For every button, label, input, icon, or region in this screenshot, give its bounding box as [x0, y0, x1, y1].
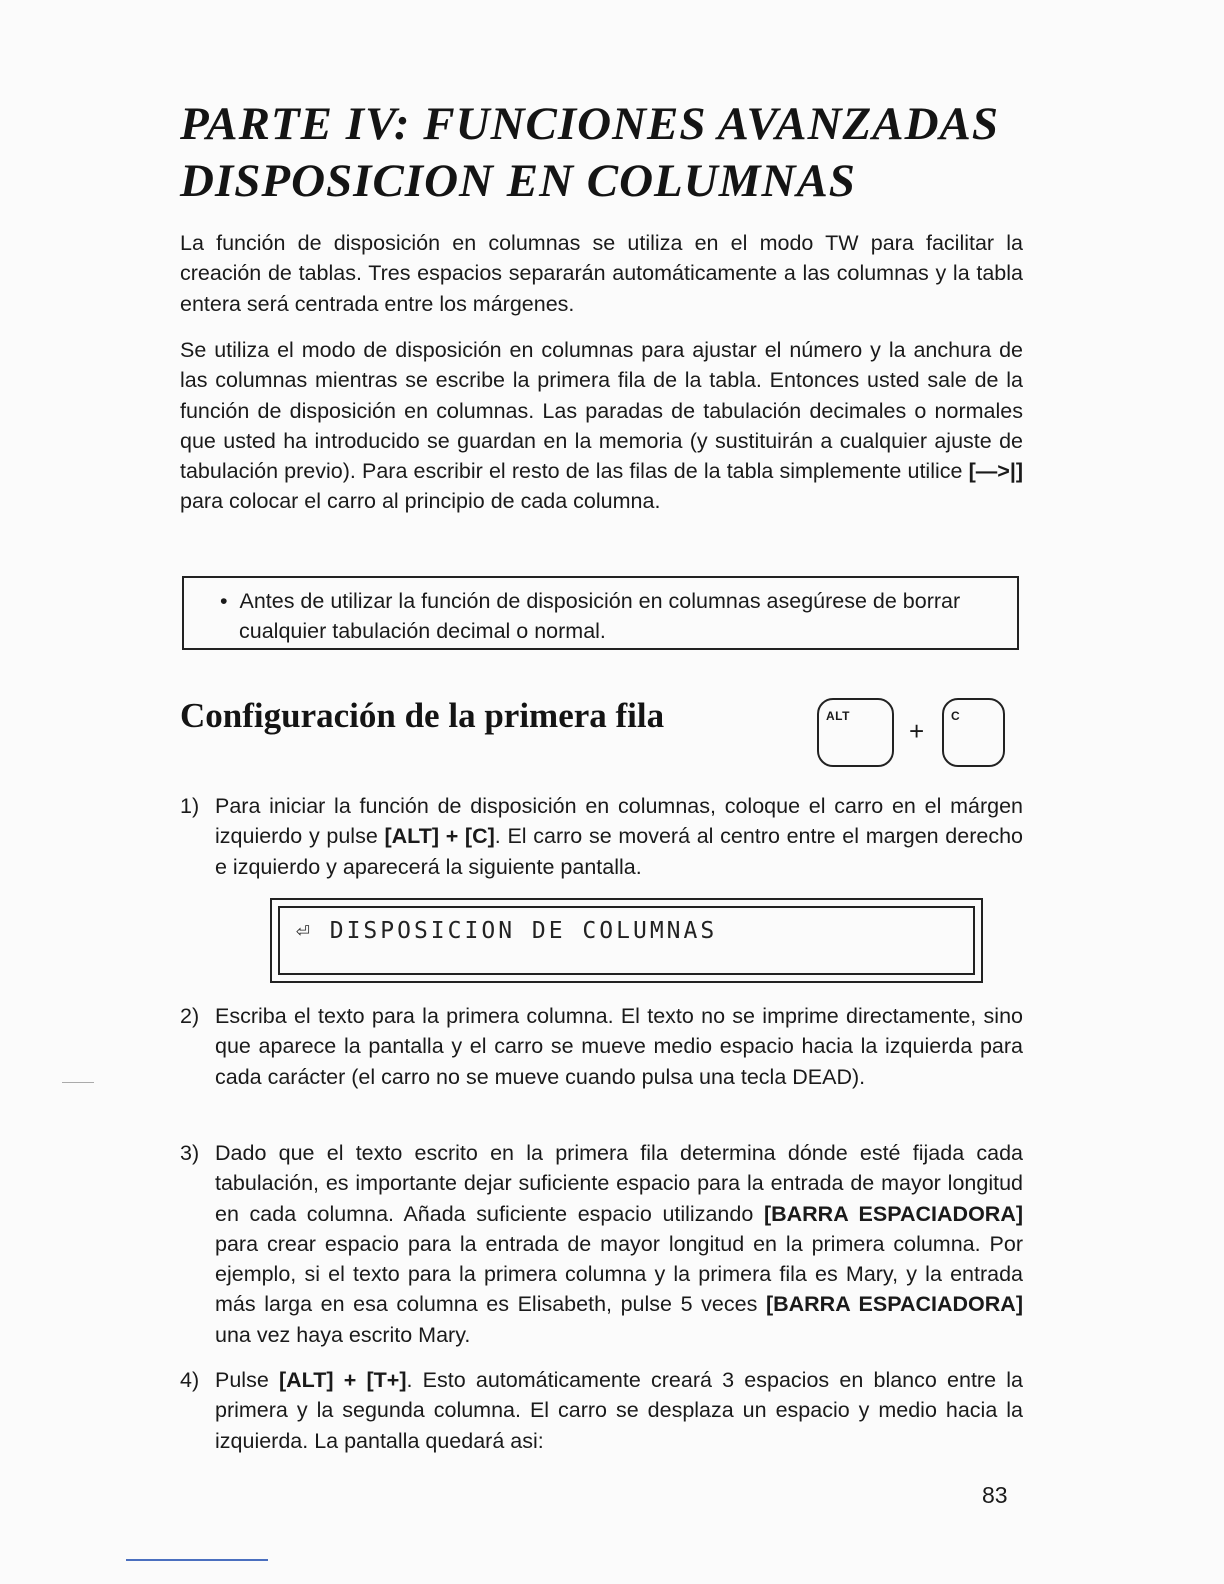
lcd-screen: [278, 906, 975, 975]
plus-sign: +: [909, 716, 925, 746]
page-title: [180, 96, 1080, 210]
step-number: 4): [180, 1368, 200, 1392]
return-icon: ⏎: [296, 918, 313, 944]
step-2: [180, 1001, 1023, 1092]
c-key-label: C: [951, 709, 961, 723]
step-number: 2): [180, 1004, 200, 1028]
intro-p2-text: Se utiliza el modo de disposición en columnas para ajustar el número y la anchura de las columnas mientras se escribe la primera fila de la tabla. Entonces usted sale de la función de disposición en columnas. Las paradas de tabulación decimales o normales que usted ha introducido se guardan en la memoria (y sustituirán a cualquier ajuste de tabulación previo). Para escribir el resto de las filas de la tabla simplemente utilice: [180, 338, 1023, 484]
alt-key-label: ALT: [826, 709, 850, 723]
step-3-text-end: una vez haya escrito Mary.: [215, 1322, 471, 1347]
step-3: [180, 1138, 1023, 1350]
intro-paragraph-2: [180, 335, 1023, 517]
bottom-rule: [126, 1559, 268, 1561]
lcd-display: [270, 898, 983, 983]
lcd-text: [296, 918, 717, 944]
title-line-2: DISPOSICION EN COLUMNAS: [180, 155, 856, 207]
key-combo: [BARRA ESPACIADORA]: [763, 1201, 1023, 1226]
key-combo: [ALT] + [T+]: [279, 1368, 407, 1392]
step-1-text: Para iniciar la función de disposición en columnas, coloque el carro en el márgen izquierdo y pulse: [215, 794, 1023, 849]
step-4: [180, 1365, 1023, 1456]
margin-mark: [62, 1082, 94, 1083]
bullet-icon: •: [220, 589, 228, 613]
note-box: [182, 576, 1019, 650]
step-text: [215, 1138, 1023, 1350]
intro-p2-text-end: para colocar el carro al principio de cada columna.: [180, 489, 661, 514]
step-1: [180, 791, 1023, 882]
note-body: Antes de utilizar la función de disposición en columnas asegúrese de borrar cualquier tabulación decimal o normal.: [239, 589, 961, 643]
intro-paragraph-1: La función de disposición en columnas se utiliza en el modo TW para facilitar la creación de tablas. Tres espacios separarán automáticamente a las columnas y la tabla entera será centrada entre los márgenes.: [180, 231, 1023, 316]
step-4-text-end: . Esto automáticamente creará 3 espacios en blanco entre la primera y la segunda columna. El carro se desplaza un espacio y medio hacia la izquierda. La pantalla quedará asi:: [215, 1368, 1023, 1453]
step-text: [215, 1365, 1023, 1456]
section-heading: Configuración de la primera fila: [180, 696, 665, 735]
step-2-text: Escriba el texto para la primera columna. El texto no se imprime directamente, sino que aparece la pantalla y el carro se mueve medio espacio hacia la izquierda para cada carácter (el carro no se mueve cuando pulsa una tecla DEAD).: [215, 1004, 1023, 1089]
lcd-message: DISPOSICION DE COLUMNAS: [329, 918, 718, 944]
step-3-text: Dado que el texto escrito en la primera fila determina dónde esté fijada cada tabulación, es importante dejar suficiente espacio para la entrada de mayor longitud en cada columna. Añada suficiente espacio utilizando: [215, 1141, 1023, 1226]
note-text: [220, 586, 1019, 646]
page-number: 83: [982, 1482, 1008, 1508]
step-4-text: Pulse: [215, 1368, 269, 1392]
key-combo: [ALT] + [C]: [384, 824, 495, 849]
alt-key-icon: [817, 698, 894, 767]
c-key-icon: [942, 698, 1005, 767]
tab-key-label: [—>|]: [968, 459, 1023, 484]
step-number: 1): [180, 794, 200, 818]
title-line-1: PARTE IV: FUNCIONES AVANZADAS: [180, 98, 1000, 150]
step-text: [215, 791, 1023, 882]
key-combo: [BARRA ESPACIADORA]: [765, 1292, 1023, 1317]
step-3-text-mid: para crear espacio para la entrada de mayor longitud en la primera columna. Por ejemplo, si el texto para la primera columna y la primera fila es Mary, y la entrada más larga en esa columna es Elisabeth, pulse 5 veces: [215, 1231, 1023, 1317]
step-number: 3): [180, 1141, 200, 1165]
step-1-text-end: . El carro se moverá al centro entre el margen derecho e izquierdo y aparecerá la siguiente pantalla.: [215, 824, 1023, 879]
